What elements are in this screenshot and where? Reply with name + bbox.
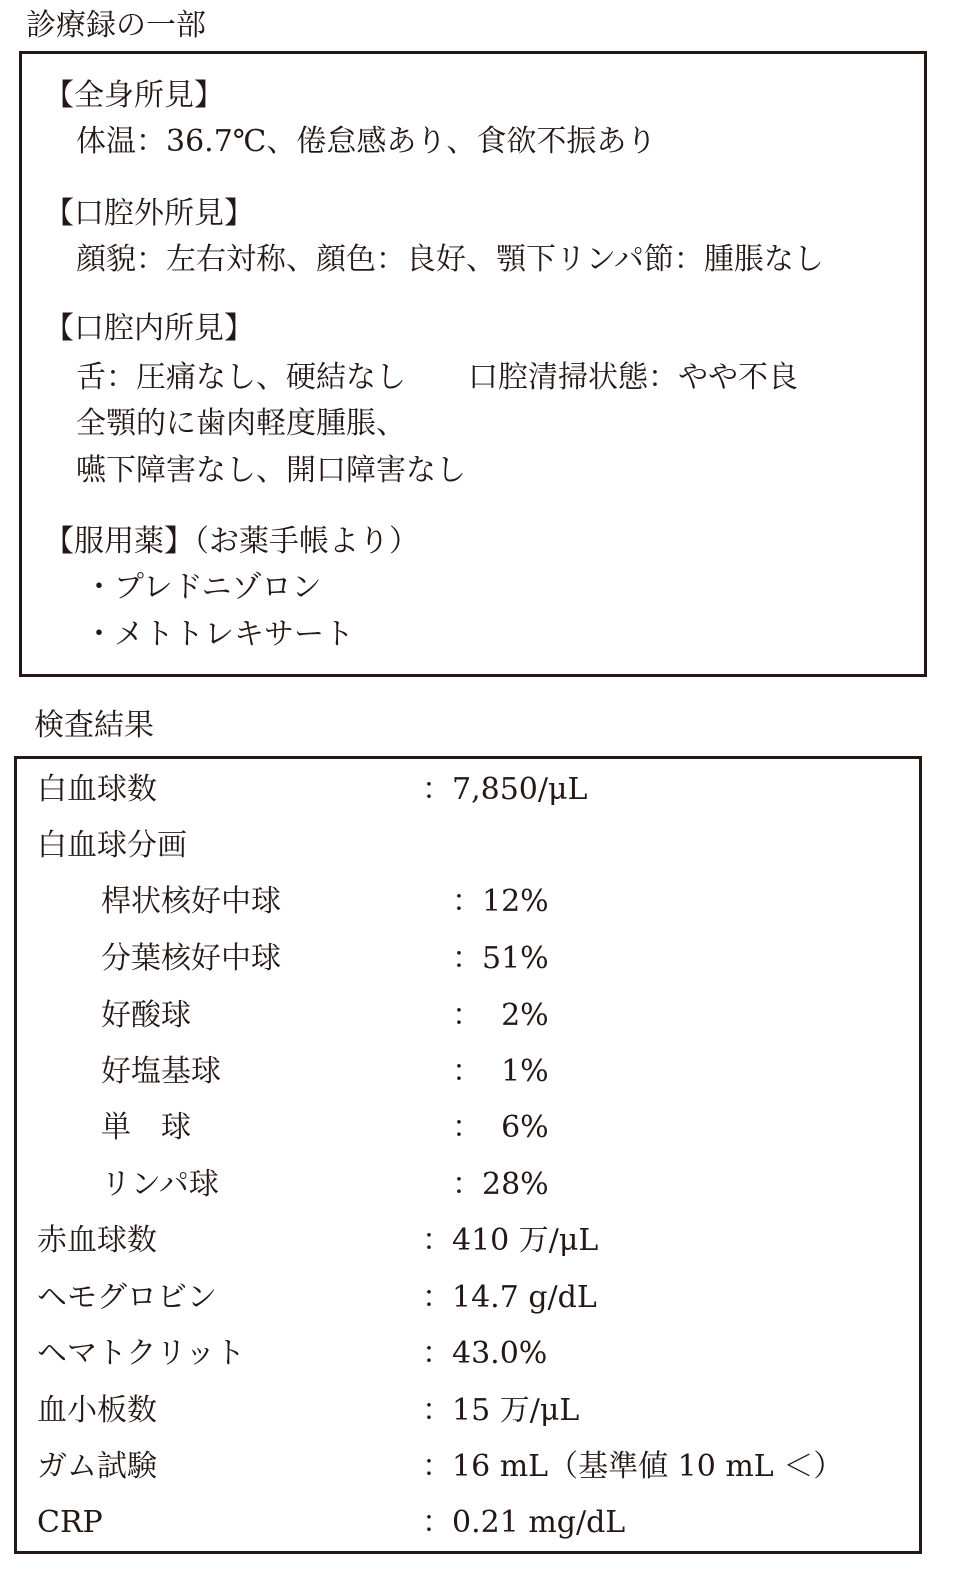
result-label: ヘモグロビン [37, 1280, 217, 1315]
result-label: 単 球 [101, 1110, 191, 1145]
result-label: リンパ球 [101, 1167, 219, 1202]
result-value: ： 1% [452, 1054, 549, 1089]
result-label: 好酸球 [101, 998, 191, 1033]
result-value: ：15 万/μL [422, 1393, 580, 1428]
result-label: 白血球数 [37, 772, 157, 807]
intraoral-findings-line2: 全顎的に歯肉軽度腫脹、 [76, 406, 406, 441]
medication-title: 【服用薬】（お薬手帳より） [44, 524, 419, 559]
tongue-finding: 舌：圧痛なし、硬結なし [76, 360, 406, 395]
intraoral-findings-line3: 嚥下障害なし、開口障害なし [76, 453, 466, 488]
general-findings-title: 【全身所見】 [44, 78, 224, 113]
result-value: ：0.21 mg/dL [422, 1505, 626, 1540]
result-label: 桿状核好中球 [101, 884, 281, 919]
exam-heading: 検査結果 [34, 708, 154, 743]
result-value: ：28% [452, 1167, 549, 1202]
result-value: ： 2% [452, 998, 549, 1033]
exam-results-box [14, 756, 922, 1554]
result-value: ：51% [452, 941, 549, 976]
result-label: 血小板数 [37, 1393, 157, 1428]
result-value: ：16 mL（基準値 10 mL ＜） [422, 1449, 844, 1484]
result-value: ： 6% [452, 1110, 549, 1145]
oral-hygiene-finding: 口腔清掃状態：やや不良 [468, 360, 798, 395]
result-value: ：14.7 g/dL [422, 1280, 597, 1315]
result-label: CRP [37, 1505, 103, 1540]
extraoral-findings-text: 顔貌：左右対称、顔色：良好、顎下リンパ節：腫脹なし [76, 242, 824, 277]
intraoral-findings-line1 [76, 360, 798, 396]
result-value: ：7,850/μL [422, 772, 588, 807]
result-label: 分葉核好中球 [101, 941, 281, 976]
result-value: ：12% [452, 884, 549, 919]
general-findings-text: 体温：36.7℃、倦怠感あり、食欲不振あり [76, 124, 657, 159]
result-value: ：410 万/μL [422, 1223, 599, 1258]
result-label: ガム試験 [37, 1449, 157, 1484]
medication-item-methotrexate: ・メトトレキサート [84, 617, 354, 652]
result-label: 好塩基球 [101, 1054, 221, 1089]
result-label: ヘマトクリット [37, 1336, 246, 1371]
record-box [19, 51, 927, 677]
result-label: 白血球分画 [37, 828, 187, 863]
intraoral-findings-title: 【口腔内所見】 [44, 311, 254, 346]
extraoral-findings-title: 【口腔外所見】 [44, 196, 254, 231]
record-heading: 診療録の一部 [26, 8, 206, 43]
result-value: ：43.0% [422, 1336, 548, 1371]
medication-item-prednisolone: ・プレドニゾロン [84, 570, 322, 605]
result-label: 赤血球数 [37, 1223, 157, 1258]
